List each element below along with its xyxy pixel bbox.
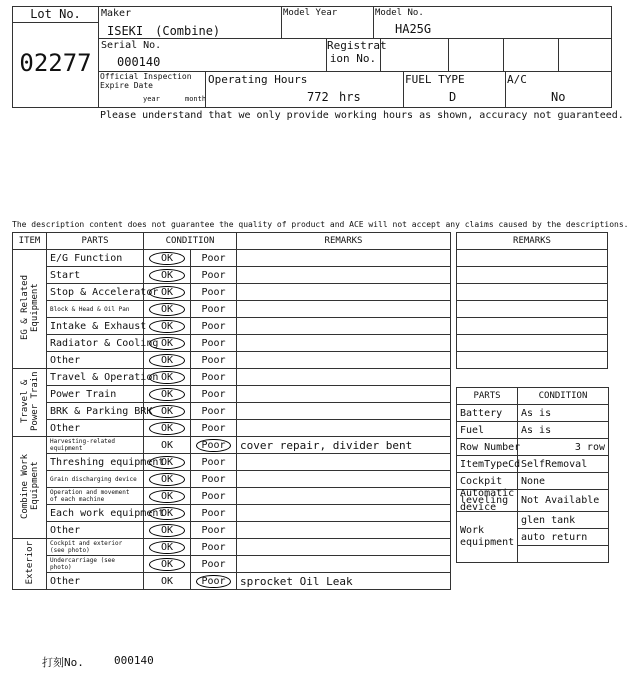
poor-cell [191, 267, 237, 284]
ok-cell [144, 284, 191, 301]
lot-label: Lot No. [13, 7, 98, 23]
ac-value: No [551, 90, 566, 104]
part-name: Travel & Operation [47, 369, 144, 386]
model-no-label: Model No. [375, 8, 424, 18]
condition-row [13, 454, 451, 471]
item-group-cell [13, 539, 47, 590]
part-name: Threshing equipment [47, 454, 144, 471]
poor-cell [191, 488, 237, 505]
item-group-cell [13, 437, 47, 539]
poor-option: Poor [196, 439, 230, 452]
part-name: Radiator & Cooling [47, 335, 144, 352]
ok-option: OK [149, 541, 185, 554]
col-parts: PARTS [47, 233, 144, 250]
ok-option: OK [149, 490, 185, 503]
item-group-label: EG & Related Equipment [19, 274, 40, 341]
remarks-cell [237, 556, 451, 573]
part-name: BRK & Parking BRK [47, 403, 144, 420]
cockpit-label: Cockpit [457, 473, 518, 490]
part-name: Other [47, 352, 144, 369]
ok-option: OK [149, 473, 185, 486]
condition-row [13, 556, 451, 573]
ok-cell [144, 471, 191, 488]
model-year-label: Model Year [283, 8, 338, 18]
remarks-cell [237, 471, 451, 488]
part-name: E/G Function [47, 250, 144, 267]
poor-option: Poor [201, 524, 226, 536]
inspection-label: Official Inspection Expire Date [100, 72, 192, 90]
month-label: month [185, 95, 207, 103]
poor-cell [191, 573, 237, 590]
part-name: Operation and movement of each machine [47, 488, 144, 505]
poor-cell [191, 335, 237, 352]
poor-cell [191, 301, 237, 318]
work-equipment-label: Work equipment [457, 512, 518, 563]
condition-row [13, 369, 451, 386]
remarks-row [457, 335, 608, 352]
part-name: Power Train [47, 386, 144, 403]
poor-cell [191, 352, 237, 369]
row-number-label: Row Number [457, 439, 518, 456]
item-type-label: ItemTypeCd [457, 456, 518, 473]
condition-row [13, 250, 451, 267]
poor-cell [191, 454, 237, 471]
parts-col-parts: PARTS [457, 388, 518, 405]
work-equipment-value: glen tank [518, 512, 609, 529]
remarks-cell [237, 403, 451, 420]
ok-cell [144, 352, 191, 369]
maker-label: Maker [101, 8, 132, 19]
poor-option: Poor [201, 558, 226, 570]
divider [373, 7, 374, 38]
parts-condition-table [456, 387, 609, 563]
cockpit-value: None [518, 473, 609, 490]
remarks-cell [237, 420, 451, 437]
hours-notice: Please understand that we only provide working hours as shown, accuracy not guaranteed. [100, 110, 624, 121]
row-number-value: 3 row [518, 439, 609, 456]
auto-level-label: Automatic leveling device [457, 490, 518, 512]
part-name: Cockpit and exterior (see photo) [47, 539, 144, 556]
remarks-cell [237, 505, 451, 522]
condition-row [13, 335, 451, 352]
ok-cell [144, 454, 191, 471]
ok-cell [144, 573, 191, 590]
remarks-cell [237, 369, 451, 386]
condition-row [13, 539, 451, 556]
divider [448, 38, 449, 71]
remarks-row [457, 301, 608, 318]
poor-option: Poor [201, 507, 226, 519]
ok-cell [144, 369, 191, 386]
part-name: Other [47, 522, 144, 539]
item-group-label: Combine Work Equipment [19, 453, 40, 519]
stamp-no-label: 打刻No. [42, 656, 84, 669]
col-condition: CONDITION [144, 233, 237, 250]
lot-number: 02277 [19, 49, 92, 77]
remarks-cell [237, 454, 451, 471]
divider [403, 71, 404, 107]
poor-cell [191, 284, 237, 301]
poor-cell [191, 522, 237, 539]
condition-row [13, 488, 451, 505]
poor-option: Poor [201, 490, 226, 502]
poor-cell [191, 556, 237, 573]
ok-cell [144, 250, 191, 267]
year-label: year [143, 95, 160, 103]
poor-option: Poor [201, 456, 226, 468]
part-name: Other [47, 573, 144, 590]
poor-cell [191, 471, 237, 488]
ok-option: OK [149, 286, 185, 299]
condition-table [12, 232, 451, 590]
right-remarks-header: REMARKS [457, 233, 608, 250]
remarks-cell [237, 335, 451, 352]
part-name: Undercarriage (see photo) [47, 556, 144, 573]
poor-cell [191, 539, 237, 556]
condition-row [13, 352, 451, 369]
ok-cell [144, 539, 191, 556]
part-name: Harvesting-related equipment [47, 437, 144, 454]
remarks-cell [237, 250, 451, 267]
poor-option: Poor [201, 252, 226, 264]
ok-cell [144, 505, 191, 522]
divider [380, 38, 381, 71]
work-equipment-value [518, 546, 609, 563]
ok-option: OK [149, 558, 185, 571]
parts-col-condition: CONDITION [518, 388, 609, 405]
item-group-label: Travel & Power Train [19, 371, 40, 431]
registration-label: Registrat ion No. [327, 39, 387, 65]
maker-value: ISEKI (Combine) [107, 24, 221, 38]
ok-option: OK [149, 405, 185, 418]
poor-option: Poor [201, 541, 226, 553]
remarks-row [457, 352, 608, 369]
condition-row [13, 420, 451, 437]
part-name: Grain discharging device [47, 471, 144, 488]
poor-option: Poor [201, 269, 226, 281]
hours-label: Operating Hours [208, 73, 308, 86]
remarks-cell [237, 539, 451, 556]
divider [281, 7, 282, 38]
ok-option: OK [149, 252, 185, 265]
remarks-cell: cover repair, divider bent [237, 437, 451, 454]
poor-option: Poor [201, 473, 226, 485]
poor-cell [191, 437, 237, 454]
serial-label: Serial No. [101, 40, 162, 51]
condition-row [13, 522, 451, 539]
poor-option: Poor [201, 388, 226, 400]
part-name: Other [47, 420, 144, 437]
part-name: Stop & Accelerator [47, 284, 144, 301]
lot-cell [13, 7, 99, 107]
poor-option: Poor [201, 320, 226, 332]
part-name: Block & Head & Oil Pan [47, 301, 144, 318]
col-item: ITEM [13, 233, 47, 250]
ok-option: OK [149, 303, 185, 316]
ac-label: A/C [507, 73, 527, 86]
item-group-cell [13, 250, 47, 369]
remarks-row [457, 250, 608, 267]
part-name: Each work equipment [47, 505, 144, 522]
poor-cell [191, 250, 237, 267]
ok-option: OK [149, 524, 185, 537]
ok-cell [144, 420, 191, 437]
ok-option: OK [149, 422, 185, 435]
poor-option: Poor [201, 371, 226, 383]
divider [503, 38, 504, 71]
poor-option: Poor [201, 286, 226, 298]
condition-row [13, 505, 451, 522]
ok-cell [144, 335, 191, 352]
divider [505, 71, 506, 107]
col-remarks: REMARKS [237, 233, 451, 250]
ok-option: OK [149, 371, 185, 384]
poor-cell [191, 386, 237, 403]
fuel-value: As is [518, 422, 609, 439]
ok-cell [144, 488, 191, 505]
ok-option: OK [160, 575, 174, 587]
condition-row [13, 471, 451, 488]
ok-option: OK [149, 354, 185, 367]
ok-cell [144, 437, 191, 454]
stamp-no-value: 000140 [114, 654, 154, 667]
poor-option: Poor [201, 337, 226, 349]
remarks-cell [237, 284, 451, 301]
header-box [12, 6, 612, 108]
remarks-row [457, 267, 608, 284]
divider [205, 71, 206, 107]
remarks-cell [237, 522, 451, 539]
disclaimer: The description content does not guarantee the quality of product and ACE will not accept any claims caused by the descriptions. [12, 220, 629, 229]
model-no-value: HA25G [395, 22, 432, 36]
condition-row [13, 403, 451, 420]
poor-option: Poor [201, 422, 226, 434]
poor-cell [191, 505, 237, 522]
remarks-cell [237, 301, 451, 318]
ok-cell [144, 403, 191, 420]
poor-option: Poor [196, 575, 230, 588]
remarks-row [457, 284, 608, 301]
ok-cell [144, 301, 191, 318]
ok-option: OK [149, 507, 185, 520]
fuel-type-label: FUEL TYPE [405, 73, 465, 86]
ok-option: OK [160, 439, 174, 451]
divider [558, 38, 559, 71]
poor-cell [191, 318, 237, 335]
remarks-cell [237, 352, 451, 369]
hours-value: 772 [307, 90, 329, 104]
serial-value: 000140 [117, 55, 161, 69]
remarks-cell [237, 386, 451, 403]
right-remarks-table [456, 232, 608, 369]
battery-label: Battery [457, 405, 518, 422]
ok-option: OK [149, 456, 185, 469]
part-name: Start [47, 267, 144, 284]
part-name: Intake & Exhaust [47, 318, 144, 335]
hours-unit: hrs [339, 90, 361, 104]
condition-row [13, 267, 451, 284]
ok-cell [144, 556, 191, 573]
remarks-row [457, 318, 608, 335]
item-type-value: SelfRemoval [518, 456, 609, 473]
condition-row [13, 318, 451, 335]
poor-option: Poor [201, 354, 226, 366]
work-equipment-value: auto return [518, 529, 609, 546]
ok-cell [144, 522, 191, 539]
poor-option: Poor [201, 405, 226, 417]
condition-row [13, 573, 451, 590]
poor-cell [191, 403, 237, 420]
condition-row [13, 386, 451, 403]
remarks-cell [237, 488, 451, 505]
ok-option: OK [149, 388, 185, 401]
condition-row [13, 284, 451, 301]
remarks-cell [237, 267, 451, 284]
ok-cell [144, 267, 191, 284]
ok-option: OK [149, 337, 185, 350]
poor-cell [191, 369, 237, 386]
ok-option: OK [149, 269, 185, 282]
poor-cell [191, 420, 237, 437]
remarks-cell: sprocket Oil Leak [237, 573, 451, 590]
ok-cell [144, 318, 191, 335]
ok-option: OK [149, 320, 185, 333]
remarks-cell [237, 318, 451, 335]
auto-level-value: Not Available [518, 490, 609, 512]
fuel-type-value: D [449, 90, 457, 104]
fuel-label: Fuel [457, 422, 518, 439]
poor-option: Poor [201, 303, 226, 315]
condition-row [13, 301, 451, 318]
item-group-label: Exterior [24, 540, 35, 585]
condition-row [13, 437, 451, 454]
battery-value: As is [518, 405, 609, 422]
item-group-cell [13, 369, 47, 437]
ok-cell [144, 386, 191, 403]
